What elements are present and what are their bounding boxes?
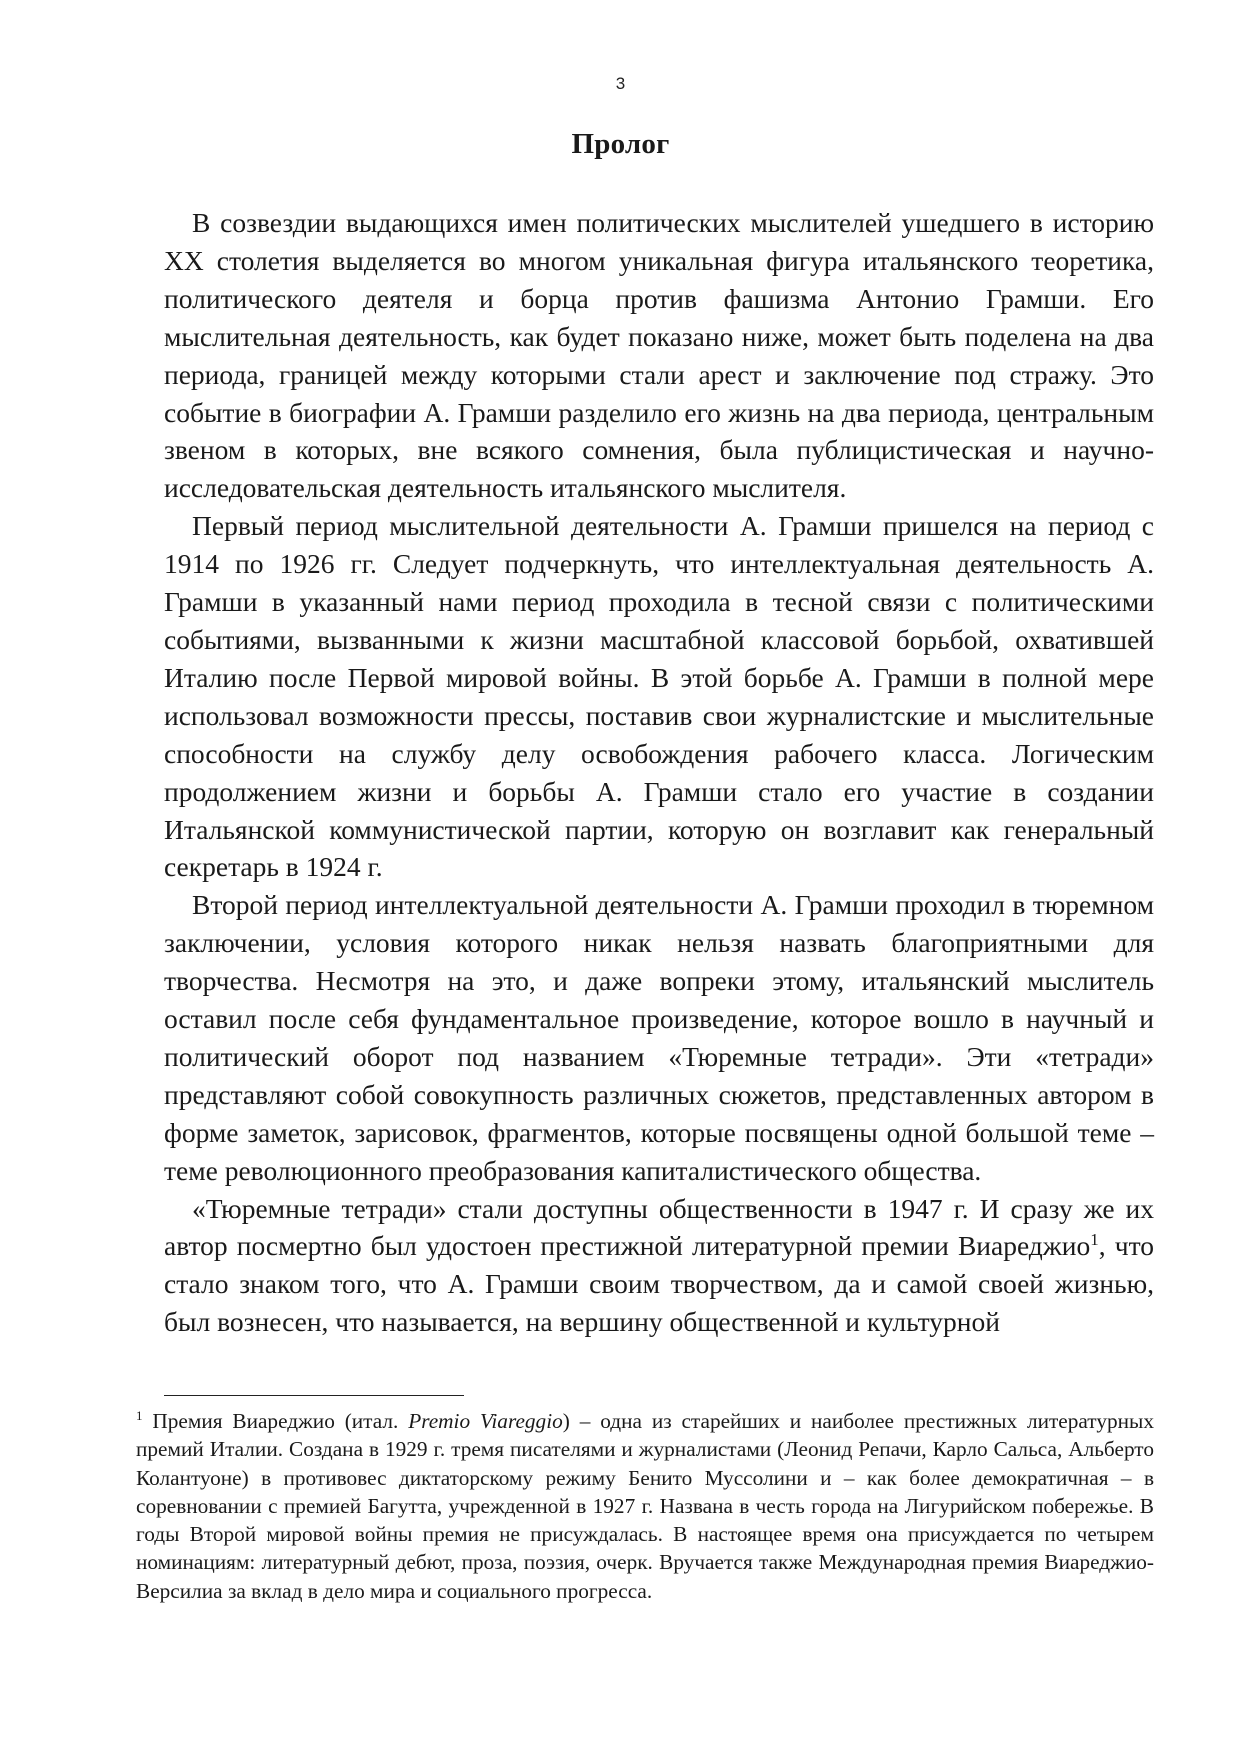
footnote-italic-term: Premio Viareggio bbox=[408, 1409, 563, 1433]
footnote-text-end: ) – одна из старейших и наиболее престижных литературных премий Италии. Создана в 1929 г. тремя писателями и журналистами (Леонид Репачи, Карло Сальса, Альберто Колантуоне) в противовес диктаторскому режиму Бенито Муссолини и – как более демократичная – в соревновании с премией Багутта, учрежденной в 1927 г. Названа в честь города на Лигурийском побережье. В годы Второй мировой войны премия не присуждалась. В настоящее время она присуждается по четырем номинациям: литературный дебют, проза, поэзия, очерк. Вручается также Международная премия Виареджио-Версилиа за вклад в дело мира и социального прогресса. bbox=[136, 1409, 1154, 1603]
paragraph-4-text-end: , что стало знаком того, что А. Грамши своим творчеством, да и самой своей жизнью, был вознесен, что называется, на вершину общественной и культурной bbox=[164, 1230, 1154, 1338]
paragraph-4 bbox=[164, 1190, 1154, 1342]
page-number: 3 bbox=[615, 74, 626, 93]
paragraph-3: Второй период интеллектуальной деятельности А. Грамши проходил в тюремном заключении, условия которого никак нельзя назвать благоприятными для творчества. Несмотря на это, и даже вопреки этому, итальянский мыслитель оставил после себя фундаментальное произведение, которое вошло в научный и политический оборот под названием «Тюремные тетради». Эти «тетради» представляют собой совокупность различных сюжетов, представленных автором в форме заметок, зарисовок, фрагментов, которые посвящены одной большой теме – теме революционного преобразования капиталистического общества. bbox=[164, 889, 1154, 1186]
main-text bbox=[164, 204, 1154, 1341]
page-title: Пролог bbox=[571, 128, 670, 160]
footnote-text-start: Премия Виареджио (итал. bbox=[142, 1409, 409, 1433]
paragraph-4-text-start: «Тюремные тетради» стали доступны общественности в 1947 г. И сразу же их автор посмертно был удостоен престижной литературной премии Виареджио bbox=[164, 1192, 1154, 1262]
footnote-divider bbox=[164, 1395, 464, 1396]
footnote-reference[interactable]: 1 bbox=[1090, 1230, 1099, 1250]
footnote bbox=[136, 1407, 1154, 1605]
footnote-mark: 1 bbox=[136, 1407, 143, 1423]
paragraph-2: Первый период мыслительной деятельности А. Грамши пришелся на период с 1914 по 1926 гг. Следует подчеркнуть, что интеллектуальная деятельность А. Грамши в указанный нами период проходила в тесной связи с политическими событиями, вызванными к жизни масштабной классовой борьбой, охватившей Италию после Первой мировой войны. В этой борьбе А. Грамши в полной мере использовал возможности прессы, поставив свои журналистские и мыслительные способности на службу делу освобождения рабочего класса. Логическим продолжением жизни и борьбы А. Грамши стало его участие в создании Итальянской коммунистической партии, которую он возглавит как генеральный секретарь в 1924 г. bbox=[164, 510, 1154, 883]
paragraph-1: В созвездии выдающихся имен политических мыслителей ушедшего в историю XX столетия выделяется во многом уникальная фигура итальянского теоретика, политического деятеля и борца против фашизма Антонио Грамши. Его мыслительная деятельность, как будет показано ниже, может быть поделена на два периода, границей между которыми стали арест и заключение под стражу. Это событие в биографии А. Грамши разделило его жизнь на два периода, центральным звеном в которых, вне всякого сомнения, была публицистическая и научно-исследовательская деятельность итальянского мыслителя. bbox=[164, 207, 1154, 504]
